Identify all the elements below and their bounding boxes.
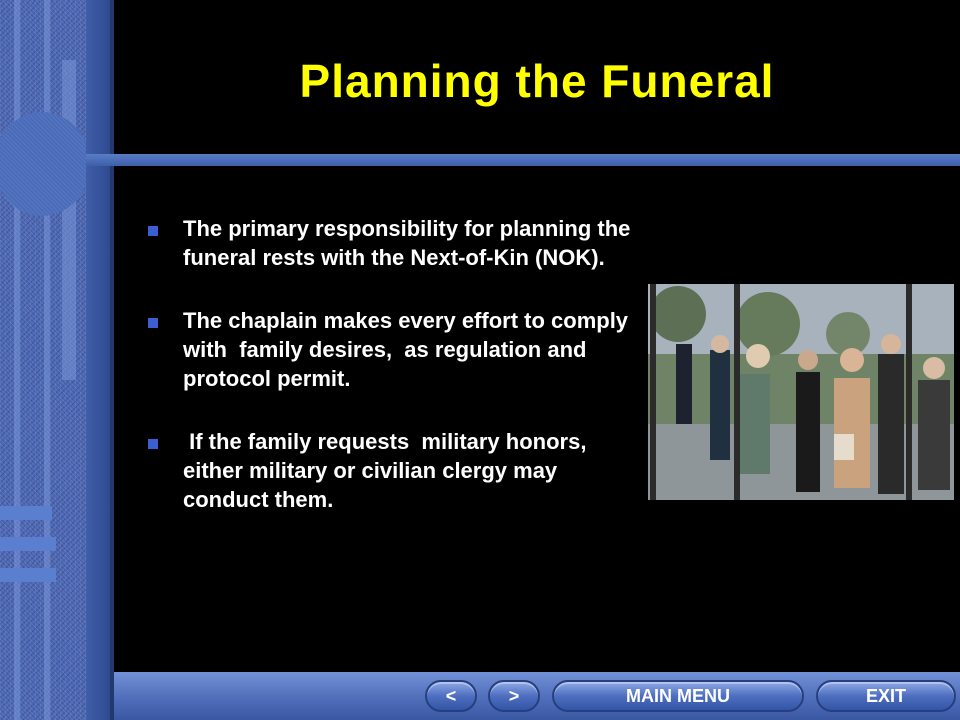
side-bar bbox=[0, 537, 56, 551]
funeral-photo bbox=[648, 284, 954, 500]
side-edge bbox=[86, 0, 110, 720]
slide-title: Planning the Funeral bbox=[299, 55, 775, 107]
side-bar bbox=[0, 506, 52, 520]
bullet-text: If the family requests military honors, either military or civilian clergy may conduct them. bbox=[183, 429, 593, 512]
next-button[interactable]: > bbox=[488, 680, 540, 712]
side-edge-shadow bbox=[110, 0, 114, 720]
side-stripe bbox=[14, 0, 20, 720]
side-stripe bbox=[62, 60, 76, 380]
bullet-list bbox=[146, 214, 636, 548]
previous-button[interactable]: < bbox=[425, 680, 477, 712]
bullet-marker-icon bbox=[148, 318, 158, 328]
bullet-text: The chaplain makes every effort to comply with family desires, as regulation and protocol permit. bbox=[183, 308, 635, 391]
bullet-item bbox=[146, 214, 636, 272]
bullet-item bbox=[146, 427, 636, 514]
main-menu-button[interactable]: MAIN MENU bbox=[552, 680, 804, 712]
side-bar bbox=[0, 568, 56, 582]
side-circle bbox=[0, 112, 86, 216]
exit-button[interactable]: EXIT bbox=[816, 680, 956, 712]
side-stripe bbox=[44, 0, 50, 720]
side-decoration bbox=[0, 0, 86, 720]
bullet-marker-icon bbox=[148, 439, 158, 449]
bullet-item bbox=[146, 306, 636, 393]
bullet-text: The primary responsibility for planning the funeral rests with the Next-of-Kin (NOK). bbox=[183, 216, 637, 270]
bullet-marker-icon bbox=[148, 226, 158, 236]
title-divider bbox=[86, 154, 960, 166]
funeral-photo-illustration bbox=[648, 284, 954, 500]
